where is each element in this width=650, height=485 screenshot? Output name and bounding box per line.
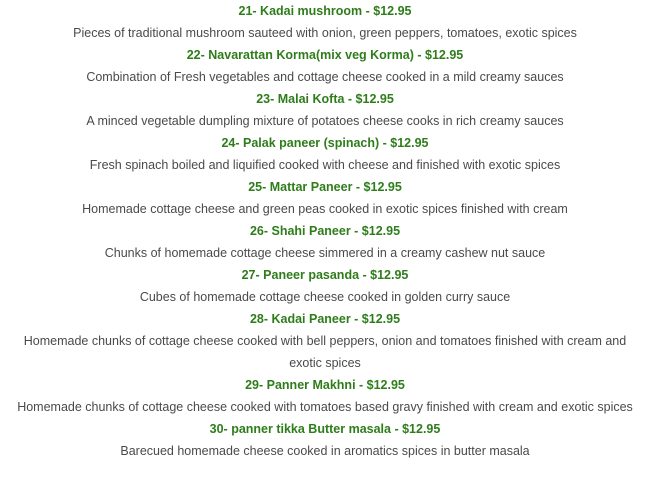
menu-item-22 <box>0 44 650 88</box>
dish-description: Homemade chunks of cottage cheese cooked with tomatoes based gravy finished with cream and exotic spices <box>17 400 633 414</box>
dish-description: Combination of Fresh vegetables and cottage cheese cooked in a mild creamy sauces <box>86 70 564 84</box>
dish-title: 26- Shahi Paneer - $12.95 <box>249 224 401 238</box>
dish-description: Pieces of traditional mushroom sauteed with onion, green peppers, tomatoes, exotic spices <box>73 26 577 40</box>
menu-item-27 <box>0 264 650 308</box>
dish-title: 25- Mattar Paneer - $12.95 <box>248 180 402 194</box>
menu-item-25 <box>0 176 650 220</box>
dish-title: 24- Palak paneer (spinach) - $12.95 <box>221 136 429 150</box>
menu-item-23 <box>0 88 650 132</box>
dish-title: 21- Kadai mushroom - $12.95 <box>238 4 412 18</box>
menu-item-28 <box>0 308 650 374</box>
dish-title: 27- Paneer pasanda - $12.95 <box>241 268 409 282</box>
menu-item-30 <box>0 418 650 462</box>
dish-description: Chunks of homemade cottage cheese simmered in a creamy cashew nut sauce <box>104 246 546 260</box>
dish-title: 23- Malai Kofta - $12.95 <box>256 92 394 106</box>
dish-title: 30- panner tikka Butter masala - $12.95 <box>209 422 441 436</box>
dish-title: 29- Panner Makhni - $12.95 <box>245 378 405 392</box>
dish-title: 28- Kadai Paneer - $12.95 <box>249 312 401 326</box>
dish-description: Cubes of homemade cottage cheese cooked in golden curry sauce <box>139 290 511 304</box>
dish-description: Barecued homemade cheese cooked in aromatics spices in butter masala <box>120 444 530 458</box>
dish-description: Fresh spinach boiled and liquified cooked with cheese and finished with exotic spices <box>89 158 561 172</box>
menu-item-29 <box>0 374 650 418</box>
menu-item-21 <box>0 0 650 44</box>
dish-title: 22- Navarattan Korma(mix veg Korma) - $12.95 <box>186 48 464 62</box>
menu-item-26 <box>0 220 650 264</box>
dish-description: Homemade cottage cheese and green peas cooked in exotic spices finished with cream <box>82 202 568 216</box>
dish-description: A minced vegetable dumpling mixture of potatoes cheese cooks in rich creamy sauces <box>86 114 564 128</box>
dish-description: Homemade chunks of cottage cheese cooked with bell peppers, onion and tomatoes finished with cream and exotic spices <box>23 334 627 370</box>
menu-item-24 <box>0 132 650 176</box>
